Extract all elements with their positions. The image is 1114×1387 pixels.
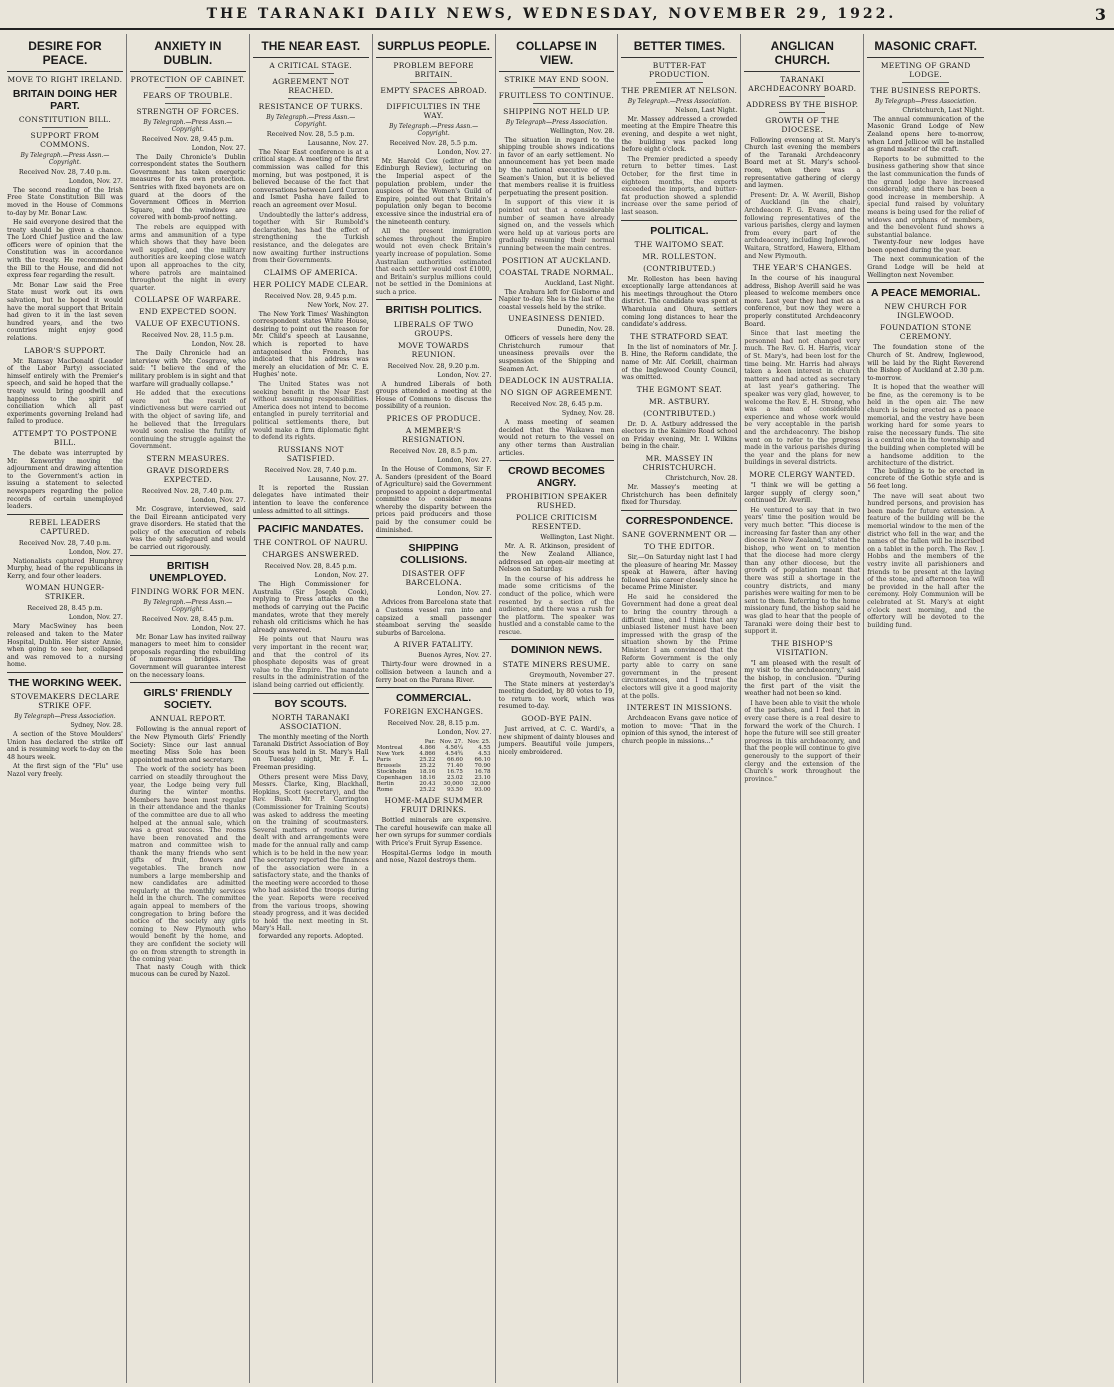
article-paragraph: The Arahura left for Gisborne and Napier to-day. She is the last of the coastal vessels held by the strike. (498, 288, 615, 311)
advert-line: At the first sign of the "Flu" use Nazol very freely. (7, 763, 123, 779)
received-line: Received 28, 8.45 p.m. (27, 604, 103, 613)
page-number: 3 (1094, 4, 1106, 24)
article-paragraph: In the list of nominators of Mr. J. B. Hine, the Reform candidate, the name of Mr. Alf. Corkill, chairman of the Inglewood County Council, was omitted. (621, 343, 738, 382)
dateline: Nelson, Last Night. (675, 106, 738, 114)
subhead: GRAVE DISORDERS EXPECTED. (146, 466, 230, 484)
table-cell: Paris (376, 757, 391, 764)
subhead: PROTECTION OF CABINET. (130, 74, 246, 84)
subhead: LIBERALS OF TWO GROUPS. (393, 319, 474, 338)
subhead: THE PREMIER AT NELSON. (621, 85, 738, 95)
article-paragraph: A mass meeting of seamen decided that the Waikawa men would not return to the vessel on any other terms than Australian articles. (498, 419, 615, 457)
column-2 (127, 34, 250, 1383)
subhead: EMPTY SPACES ABROAD. (380, 85, 487, 95)
headline: ANGLICAN CHURCH. (770, 39, 834, 67)
headline: COLLAPSE IN VIEW. (516, 39, 597, 67)
table-header-cell: Nov. 27. (439, 739, 463, 746)
received-line: Received Nov. 28, 11.5 p.m. (141, 331, 234, 340)
dateline: Dunedin, Nov. 28. (557, 326, 615, 334)
article-paragraph: The Premier predicted a speedy return to better times. Last October, for the first time in eighteen months, the exports exceeded the imports, and butter-fat production showed a splendid increase over the same period of last season. (621, 155, 738, 216)
headline: GIRLS' FRIENDLY SOCIETY. (143, 687, 233, 712)
headline: ANXIETY IN DUBLIN. (154, 39, 222, 67)
subhead: SUPPORT FROM COMMONS. (30, 130, 100, 149)
article-paragraph: The New York Times' Washington correspondent states White House, desiring to point out the reason for Mr. Child's speech at Lausanne, which is reported to have antagonised the French, has indicated that his address was merely an elucidation of Mr. C. E. Hughes' note. (252, 310, 369, 379)
table-cell: 20.43 (419, 781, 436, 788)
subhead: SHIPPING NOT HELD UP. (503, 106, 610, 116)
article-paragraph: Present: Dr. A. W. Averill, Bishop of Auckland (in the chair), Archdeacon F. G. Evans, and the following representatives of the various parishes, clergy and laymen from every part of the archdeaconry, including Inglewood, Waitara, Stratford, Hawera, Eltham and New Plymouth. (744, 191, 861, 260)
dateline: Wellington, Last Night. (540, 534, 615, 542)
received-line: Received Nov. 28, 8.15 p.m. (387, 719, 480, 728)
article-paragraph: The High Commissioner for Australia (Sir Joseph Cook), replying to Press attacks on the methods of carrying out the Pacific mandates, wrote that they merely rehash old criticisms which he has already answered. (252, 581, 369, 634)
received-line: Received Nov. 28, 7.40 p.m. (18, 538, 111, 547)
table-cell: 16.75 (446, 769, 463, 776)
table-header-cell: Par. (424, 739, 436, 746)
table-cell: Copenhagen (376, 775, 413, 782)
dateline: London, Nov. 27. (68, 614, 123, 622)
subhead: MR. MASSEY IN CHRISTCHURCH. (642, 454, 717, 473)
article-paragraph: In the House of Commons, Sir F. A. Sanders (president of the Board of Agriculture) said the Government proposed to appoint a departmental committee to consider means whereby the disparity between the prices paid producers and those paid by the consumer could be diminished. (375, 465, 492, 534)
received-line: Received Nov. 28, 9.20 p.m. (387, 361, 480, 370)
dateline: London, Nov. 27. (437, 456, 492, 464)
table-cell: 30,000 (443, 781, 463, 788)
table-cell: Montreal (376, 745, 403, 752)
column-6 (618, 34, 741, 1383)
subhead: STERN MEASURES. (146, 454, 230, 463)
dateline: Auckland, Last Night. (544, 279, 615, 287)
table-cell: 71.40 (446, 763, 463, 770)
subhead: A RIVER FATALITY. (393, 640, 474, 650)
article-paragraph: It is hoped that the weather will be fine, as the ceremony is to be held in the open air. The new church is being erected as a peace memorial, and the vestry have been working hard for some years to raise the necessary funds. The site is a central one in the township and the building when completed will be a handsome addition to the architecture of the district. (867, 384, 985, 468)
dateline: London, Nov. 27. (68, 548, 123, 556)
dateline: London, Nov. 27. (191, 624, 246, 632)
byline: By Telegraph—Press Association. (505, 118, 608, 126)
byline: By Telegraph.—Press Assn.—Copyright. (389, 122, 479, 137)
subhead: ATTEMPT TO POSTPONE BILL. (12, 428, 118, 447)
subhead: POSITION AT AUCKLAND. (501, 255, 612, 265)
subhead: NEW CHURCH FOR INGLEWOOD. (884, 302, 967, 321)
table-cell: 32,000 (470, 781, 491, 788)
subhead: (CONTRIBUTED.) (643, 263, 716, 273)
article-paragraph: Reports to be submitted to the business gathering show that since the last communication the funds of the grand lodge have increased considerably, and there has been a good increase in membership. A special fund raised by voluntary means is being used for the relief of widows and orphans of members, and the benevolent fund shows a substantial balance. (867, 155, 985, 239)
dateline: Sydney, Nov. 28. (70, 722, 123, 730)
article-paragraph: Mr. Rolleston has been having exceptionally large attendances at his meetings throughout the Otoro district. The candidate was spent at Wharehuia and Ohura, settlers coming long distances to hear the candidate's address. (621, 275, 738, 329)
dateline: London, Nov. 27. (68, 177, 123, 185)
byline: By Telegraph.—Press Assn.—Copyright. (143, 598, 233, 613)
subhead: MEETING OF GRAND LODGE. (880, 60, 971, 79)
headline: POLITICAL. (650, 224, 709, 237)
article-paragraph: The debate was interrupted by Mr. Kenworthy moving the adjournment and drawing attention to the Government's action in issuing a statement to selected newspapers regarding the police records of certain unemployed leaders. (7, 449, 123, 511)
subhead: FOUNDATION STONE CEREMONY. (879, 323, 972, 342)
subhead: COASTAL TRADE NORMAL. (499, 267, 614, 277)
table-cell: New York (376, 751, 405, 758)
article-paragraph: Mary MacSwiney has been released and taken to the Mater Hospital, Dublin. Her sister Annie, when going to see her, collapsed and was removed to a nursing home. (7, 623, 123, 669)
subhead: VALUE OF EXECUTIONS. (135, 319, 241, 329)
newspaper-header: THE TARANAKI DAILY NEWS, WEDNESDAY, NOVEMBER 29, 1922. (206, 6, 897, 22)
subhead: NO SIGN OF AGREEMENT. (500, 388, 613, 398)
table-cell: 4.54¾ (445, 751, 463, 758)
received-line: Received Nov. 28, 5.5 p.m. (266, 129, 355, 138)
table-cell: 23.02 (446, 775, 463, 782)
newspaper-columns (4, 34, 1110, 1383)
article-paragraph: Mr. Massey addressed a crowded meeting at the Empire Theatre this evening, and despite a wet night, the building was packed long before eight o'clock. (621, 115, 738, 154)
column-5 (496, 34, 619, 1383)
table-cell: Stockholm (376, 769, 407, 776)
subhead: POLICE CRITICISM RESENTED. (515, 513, 598, 532)
headline: CROWD BECOMES ANGRY. (508, 465, 605, 490)
table-cell: 93.00 (474, 787, 491, 794)
advert-line: That nasty Cough with thick mucous can be cured by Nazol. (129, 963, 246, 979)
table-cell: Brussels (376, 763, 401, 770)
subhead: END EXPECTED SOON. (138, 307, 237, 317)
table-cell: 16.78 (474, 769, 491, 776)
dateline: Wellington, Nov. 28. (550, 127, 615, 135)
table-cell: 25.22 (419, 763, 436, 770)
article-paragraph: The foundation stone of the Church of St. Andrew, Inglewood, will be laid by the Right Reverend the Bishop of Auckland at 2.30 p.m. to-morrow. (867, 344, 985, 382)
subhead: THE BISHOP'S VISITATION. (771, 638, 834, 657)
byline: By Telegraph.—Press Assn.—Copyright. (143, 118, 233, 133)
table-cell: 4.866 (419, 751, 436, 758)
article-paragraph: Bottled minerals are expensive. The careful housewife can make all her own syrups for summer cordials with Price's Fruit Syrup Essence. (375, 817, 492, 847)
table-row (376, 787, 492, 793)
article-paragraph: In the course of his address he made some criticisms of the conduct of the police, which were resented by a section of the audience, and there was a rush for the platform. The speaker was hustled and a constable came to the rescue. (498, 575, 615, 636)
headline: BRITISH UNEMPLOYED. (149, 559, 227, 584)
headline: COMMERCIAL. (395, 692, 472, 705)
dateline: London, Nov. 27. (437, 148, 492, 156)
subhead: MORE CLERGY WANTED. (749, 469, 856, 479)
subhead: GROWTH OF THE DIOCESE. (765, 115, 840, 134)
headline: THE WORKING WEEK. (8, 677, 122, 690)
table-cell: 66.10 (474, 757, 491, 764)
dateline: London, Nov. 27. (191, 497, 246, 504)
subhead: MR. ASTBURY. (648, 396, 710, 406)
subhead: CONSTITUTION BILL. (18, 114, 112, 124)
masthead (0, 0, 1114, 30)
article-paragraph: He ventured to say that in two years' time the position would be very much better. "This diocese is increasing far faster than any other diocese in New Zealand," stated the bishop, who went on to mention that the diocese had more clergy than any other diocese, but the growth of population meant that there was still a shortage in the country districts, and many parishes were waiting for men to be sent to them. Referring to the home missionary fund, the bishop said he was glad to hear that the people of Taranaki were doing their best to support it. (744, 506, 861, 636)
article-paragraph: Advices from Barcelona state that a Customs vessel ran into and capsized a small passenger steamboat serving the seaside suburbs of Barcelona. (375, 599, 492, 637)
received-line: Received Nov. 28, 7.40 p.m. (18, 167, 111, 176)
subhead: BUTTER-FAT PRODUCTION. (649, 60, 710, 79)
subhead: PRICES OF PRODUCE. (386, 413, 481, 423)
article-paragraph: Mr. Ramsay MacDonald (Leader of the Labor Party) associated himself entirely with the Premier's speech, and said he hoped that the treaty would bring goodwill and happiness to the spirit of conciliation which all past experiments governing Ireland had failed to produce. (7, 357, 123, 426)
headline: BRITAIN DOING HER PART. (12, 87, 118, 112)
table-cell: 25.22 (419, 787, 436, 794)
article-paragraph: The situation in regard to the shipping trouble shows indications in favor of an early settlement. No announcement has yet been made by the national executive of the Seamen's Union, but it is believed that members realise it is fruitless perpetuating the present position. (498, 136, 615, 197)
subhead: LABOR'S SUPPORT. (24, 345, 106, 355)
article-paragraph: A hundred Liberals of both groups attended a meeting at the House of Commons to discuss the possibility of a reunion. (375, 380, 492, 411)
subhead: HER POLICY MADE CLEAR. (252, 279, 369, 289)
column-7 (741, 34, 864, 1383)
article-paragraph: He added that the executions were not the result of vindictiveness but were carried out with the object of saving life, and he believed that the Irregulars would soon realise the futility of continuing the struggle against the Government. (129, 390, 246, 451)
article-paragraph: Following is the annual report of the New Plymouth Girls' Friendly Society: Since our last annual meeting Miss Sole has been appointed matron and secretary. (129, 726, 246, 764)
subhead: CHARGES ANSWERED. (262, 550, 360, 560)
article-paragraph: The work of the society has been carried on steadily throughout the year, the Lodge being very full during the winter months. Members have been most regular in their attendance and the thanks of the committee are due to all who helped at the annual sale, which was a great success. The rooms have been renovated and the matron and committee wish to thank the many friends who sent gifts of fruit, flowers and vegetables. The branch now numbers a large membership and new candidates are admitted regularly at the monthly services held in the church. The committee again appeal to members of the congregation to bring before the notice of the society any girls coming to New Plymouth who would benefit by the home, and they are confident the society will go on from strength to strength in the coming year. (129, 766, 246, 964)
article-paragraph: Mr. Cosgrave, interviewed, said the Dail Eireann anticipated very grave disorders. He stated that the policy of the execution of rebels was the only safeguard and would be carried out rigorously. (129, 506, 246, 551)
dateline: London, Nov. 27. (191, 144, 246, 152)
table-cell: 66.60 (446, 757, 463, 764)
received-line: Received Nov. 28, 8.45 p.m. (141, 614, 234, 623)
dateline: Lausanne, Nov. 27. (307, 475, 369, 483)
headline: BOY SCOUTS. (274, 697, 347, 710)
subhead: RUSSIANS NOT SATISFIED. (277, 444, 344, 463)
received-line: Received Nov. 28, 8.45 p.m. (264, 562, 357, 571)
subhead: PROHIBITION SPEAKER RUSHED. (505, 492, 608, 511)
dateline: Christchurch, Nov. 28. (665, 475, 738, 483)
article-paragraph: He said he considered the Government had done a great deal to bring the country through a difficult time, and I think that any unbiased listener must have been impressed with the grasp of the situation shown by the Prime Minister. I am convinced that the Reform Government is the only party able to carry on sane government in the present circumstances, and I trust the electors will give it a good majority at the polls. (621, 593, 738, 700)
table-cell: 4.53 (478, 751, 491, 758)
headline: SHIPPING COLLISIONS. (400, 542, 468, 567)
received-line: Received Nov. 28, 5.5 p.m. (389, 138, 478, 147)
article-paragraph: Mr. Bonar Law said the Free State must work out its own salvation, but he hoped it would have the moral support that Britain had given to it in the last seven hundred years, and the two countries might enjoy good relations. (7, 281, 123, 342)
table-header-cell: Nov. 25. (467, 739, 491, 746)
subhead: FOREIGN EXCHANGES. (383, 707, 484, 717)
subhead: THE EGMONT SEAT. (636, 384, 723, 394)
subhead: THE CONTROL OF NAURU. (253, 538, 368, 548)
article-paragraph: forwarded any reports. Adopted. (258, 933, 364, 941)
byline: By Telegraph.—Press Assn.—Copyright. (20, 151, 110, 166)
subhead: PROBLEM BEFORE BRITAIN. (393, 60, 474, 79)
article-paragraph: The second reading of the Irish Free State Constitution Bill was moved in the House of Commons to-day by Mr. Bonar Law. (7, 186, 123, 217)
subhead: TO THE EDITOR. (644, 541, 715, 551)
article-paragraph: The United States was not seeking benefit in the Near East without assuming responsibilities. America does not intend to become entangled in purely territorial and political settlements there, but would make a firm diplomatic fight to defend its rights. (252, 381, 369, 442)
subhead: NORTH TARANAKI ASSOCIATION. (271, 712, 350, 731)
article-paragraph: Mr. A. R. Atkinson, president of the New Zealand Alliance, addressed an open-air meeting at Nelson on Saturday. (498, 543, 615, 574)
article-paragraph: "I am pleased with the result of my visit to the archdeaconry," said the bishop, in conclusion. "During the first part of the visit the weather had not been so kind. (744, 659, 861, 698)
article-paragraph: The next communication of the Grand Lodge will be held at Wellington next November. (867, 256, 985, 279)
exchange-table (376, 739, 492, 793)
advert-line: Just arrived, at C. C. Wardi's, a new shipment of dainty blouses and jumpers. Beautiful voile jumpers, nicely embroidered. (498, 725, 615, 756)
received-line: Received Nov. 28, 9.45 p.m. (141, 134, 234, 143)
subhead: HOME-MADE SUMMER FRUIT DRINKS. (384, 796, 483, 815)
subhead: DIFFICULTIES IN THE WAY. (386, 101, 481, 120)
subhead: ADDRESS BY THE BISHOP. (746, 99, 859, 109)
dateline: London, Nov. 27. (437, 729, 492, 737)
article-paragraph: Undoubtedly the latter's address, together with Sir Rumbold's declaration, has had the effect of strengthening the Turkish resistance, and the delegates are now awaiting further instructions from their Governments. (252, 211, 369, 265)
subhead: GOOD-BYE PAIN. (521, 713, 592, 723)
dateline: Christchurch, Last Night. (902, 106, 985, 114)
article-paragraph: "I think we will be getting a larger supply of clergy soon," continued Dr. Averill. (744, 481, 861, 505)
article-paragraph: Dr. D. A. Astbury addressed the electors in the Kaimiro Road school on Friday evening, Mr. I. Wilkins being in the chair. (621, 420, 738, 451)
headline: BETTER TIMES. (633, 39, 726, 53)
article-paragraph: In support of this view it is pointed out that a considerable number of seamen have already signed on, and the vessels which were held up at various ports are gradually resuming their normal running between the main centres. (498, 199, 615, 252)
headline: CORRESPONDENCE. (625, 514, 734, 527)
table-cell: 4.56¼ (445, 745, 463, 752)
column-1 (4, 34, 127, 1383)
article-paragraph: A section of the Stove Moulders' Union has declared the strike off and is resuming work to-day on the 48 hours week. (7, 731, 123, 761)
subhead: STRIKE MAY END SOON. (504, 74, 609, 84)
article-paragraph: The building is to be erected in concrete of the Gothic style and is 56 feet long. (867, 467, 985, 491)
article-paragraph: Sir,—On Saturday night last I had the pleasure of hearing Mr. Massey speak at Hawera, after having followed his career closely since he became Prime Minister. (621, 553, 738, 592)
table-cell: Rome (376, 787, 393, 794)
subhead: A CRITICAL STAGE. (269, 60, 353, 70)
article-paragraph: Twenty-four new lodges have been opened during the year. (867, 239, 985, 254)
advert-line: Hospital-Germs lodge in mouth and nose, Nazol destroys them. (375, 849, 492, 865)
byline: By Telegraph—Press Association. (874, 97, 977, 105)
subhead: TARANAKI ARCHDEACONRY BOARD. (748, 74, 857, 93)
subhead: UNEASINESS DENIED. (508, 314, 605, 324)
dateline: London, Nov. 27. (437, 371, 492, 379)
subhead: THE YEAR'S CHANGES. (752, 263, 852, 273)
table-cell: 18.16 (419, 769, 436, 776)
article-paragraph: I have been able to visit the whole of the parishes, and I feel that in every case there is a real desire to forward the work of the Church. I hope the future will see still greater progress in this archdeaconry, and that the people will continue to give generously to the support of their clergy and the extension of the Church's work throughout the province." (744, 699, 861, 783)
article-paragraph: Others present were Miss Davy, Messrs. Clarke, King, Blackhall, Hopkins, Scott (secretary), and the Rev. Bush. Mr. P. Carrington (Commissioner for Training Scouts) was asked to address the meeting on the training of scoutmasters. Several matters of routine were dealt with and arrangements were made for the annual rally and camp which is to be held in the new year. The secretary reported the finances of the association were in a satisfactory state, and the thanks of the meeting were accorded to those who had assisted the troops during the year. Reports were received from the various troops, showing steady progress, and it was decided to hold the next meeting in St. Mary's Hall. (252, 773, 369, 933)
article-paragraph: Mr. Bonar Law has invited railway managers to meet him to consider proposals regarding the rebuilding of numerous bridges. The Government will guarantee interest on the necessary loans. (129, 633, 246, 679)
article-paragraph: Since that last meeting the personnel had not changed very much. The Rev. G. H. Harris, vicar of St. Mary's, had been lost for the time being. Mr. Harris had always taken a keen interest in church matters and had acted as secretary at last year's gathering. The speaker was very glad, however, to welcome the Rev. E. H. Strong, who was a man of considerable experience and whose work would be very acceptable in the parish and the archdeaconry. The bishop went on to refer to the progress made in the various parishes during the year and the plans for new buildings in several districts. (744, 330, 861, 467)
dateline: Greymouth, November 27. (529, 671, 615, 679)
article-paragraph: The annual communication of the Masonic Grand Lodge of New Zealand opens here to-morrow, when Lord Jellicoe will be installed as grand master of the craft. (867, 115, 985, 154)
subhead: STRENGTH OF FORCES. (136, 106, 240, 116)
table-body (376, 745, 492, 793)
article-paragraph: The State miners at yesterday's meeting decided, by 80 votes to 19, to return to work, which was resumed to-day. (498, 680, 615, 711)
subhead: AGREEMENT NOT REACHED. (272, 76, 350, 95)
subhead: MOVE TO RIGHT IRELAND. (7, 74, 123, 84)
byline: By Telegraph.—Press Association. (627, 97, 732, 105)
table-cell: 25.22 (419, 757, 436, 764)
subhead: (CONTRIBUTED.) (643, 408, 716, 418)
subhead: THE WAITOMO SEAT. (634, 239, 725, 249)
received-line: Received Nov. 28, 9.45 p.m. (264, 291, 357, 300)
article-paragraph: Nationalists captured Humphrey Murphy, head of the republicans in Kerry, and four other leaders. (7, 557, 123, 580)
article-paragraph: The Daily Chronicle's Dublin correspondent states the Southern Government has taken energetic measures for its own protection. Sentries with fixed bayonets are on guard at the doors of the Government Offices in Merrion Square, and the windows are covered with bomb-proof netting. (129, 153, 246, 222)
article-paragraph: Mr. Harold Cox (editor of the Edinburgh Review), lecturing on the Imperial aspect of the population problem, under the auspices of the Women's Guild of Empire, pointed out that Britain's population only began to become excessive since the industrial era of the nineteenth century. (375, 157, 492, 226)
article-paragraph: The monthly meeting of the North Taranaki District Association of Boy Scouts was held in St. Mary's Hall on Tuesday night, Mr. F. L. Freeman presiding. (252, 733, 369, 771)
subhead: MR. ROLLESTON. (642, 251, 717, 261)
subhead: CLAIMS OF AMERICA. (263, 267, 358, 277)
subhead: REBEL LEADERS CAPTURED. (29, 517, 101, 536)
byline: By Telegraph.—Press Assn.—Copyright. (266, 113, 356, 128)
table-cell: 93.50 (446, 787, 463, 794)
article-paragraph: It is reported the Russian delegates have intimated their intention to leave the conference unless admitted to all sittings. (252, 484, 369, 515)
dateline: London, Nov. 27. (314, 572, 369, 580)
column-3 (250, 34, 373, 1383)
received-line: Received Nov. 28, 7.40 p.m. (141, 487, 234, 495)
subhead: SANE GOVERNMENT OR — (621, 529, 737, 539)
article-paragraph: The nave will seat about two hundred persons, and provision has been made for future extension. A feature of the building will be the memorial window to the men of the district who fell in the war, and the names of the fallen will be inscribed on a tablet in the porch. The Rev. J. Hobbs and the members of the vestry invite all parishioners and friends to be present at the laying of the stone, and afternoon tea will be provided in the hall after the ceremony. Holy Communion will be celebrated at St. Mary's at eight o'clock next morning, and the offertory will be devoted to the building fund. (867, 492, 985, 629)
subhead: MOVE TOWARDS REUNION. (397, 340, 470, 359)
article-paragraph: Archdeacon Evans gave notice of motion to move: "That in the opinion of this synod, the interest of church people in missions..." (621, 715, 738, 745)
article-paragraph: He points out that Nauru was very important in the recent war, and that the control of its phosphate deposits was of great value to the Empire. The mandate results in the administration of the island being carried out efficiently. (252, 636, 369, 689)
subhead: INTEREST IN MISSIONS. (626, 703, 733, 713)
subhead: FINDING WORK FOR MEN. (131, 586, 245, 596)
received-line: Received Nov. 28, 7.40 p.m. (264, 465, 357, 474)
article-paragraph: In the course of his inaugural address, Bishop Averill said he was pleased to welcome members once more. Last year they had met as a conference, but now they were a properly constituted Archdeaconry Board. (744, 275, 861, 328)
headline: A PEACE MEMORIAL. (871, 287, 981, 300)
column-4 (373, 34, 496, 1383)
dateline: London, Nov. 27. (437, 590, 492, 598)
headline: DESIRE FOR PEACE. (28, 39, 102, 67)
dateline: Buenos Ayres, Nov. 27. (418, 652, 492, 660)
table-cell: 4.866 (419, 745, 436, 752)
table-cell: 23.10 (474, 775, 491, 782)
subhead: FRUITLESS TO CONTINUE. (498, 90, 615, 100)
headline: SURPLUS PEOPLE. (377, 39, 490, 53)
headline: THE NEAR EAST. (261, 39, 361, 53)
dateline: Sydney, Nov. 28. (561, 410, 615, 418)
dateline: London, Nov. 28. (191, 341, 246, 349)
article-paragraph: Officers of vessels here deny the Christchurch rumour that uneasiness prevails over the suspension of the Shipping and Seamen Act. (498, 335, 615, 373)
headline: PACIFIC MANDATES. (257, 523, 364, 536)
subhead: STATE MINERS RESUME. (502, 659, 611, 669)
subhead: DISASTER OFF BARCELONA. (401, 569, 466, 588)
table-cell: 4.55 (478, 745, 491, 752)
column-8 (864, 34, 987, 1383)
subhead: THE BUSINESS REPORTS. (870, 85, 981, 95)
subhead: FEARS OF TROUBLE. (143, 90, 233, 100)
dateline: Lausanne, Nov. 27. (307, 139, 369, 147)
article-paragraph: The Daily Chronicle had an interview with Mr. Cosgrave, who said: "I believe the end of the military problem is in sight and that warfare will gradually collapse." (129, 350, 246, 388)
subhead: STOVEMAKERS DECLARE STRIKE OFF. (10, 692, 120, 711)
headline: DOMINION NEWS. (511, 644, 602, 657)
subhead: THE STRATFORD SEAT. (630, 331, 729, 341)
received-line: Received Nov. 28, 8.5 p.m. (389, 446, 478, 455)
subhead: ANNUAL REPORT. (149, 714, 226, 724)
headline: BRITISH POLITICS. (385, 304, 482, 317)
dateline: New York, Nov. 27. (307, 301, 369, 309)
article-paragraph: The Near East conference is at a critical stage. A meeting of the first commission was called for this morning, but was postponed, it is believed because of the fact that conversations between Lord Curzon and Ismet Pasha have failed to reach an agreement over Mosul. (252, 148, 369, 209)
article-paragraph: Mr. Massey's meeting at Christchurch has been definitely fixed for Thursday. (621, 484, 738, 507)
article-paragraph: All the present immigration schemes throughout the Empire would not even check Britain's yearly increase of population. Some Australian authorities estimated that each settler would cost £1000, and Britain's surplus millions could not be settled in the Dominions at such a price. (375, 228, 492, 296)
received-line: Received Nov. 28, 6.45 p.m. (510, 400, 603, 409)
subhead: RESISTANCE OF TURKS. (258, 101, 363, 111)
article-paragraph: The rebels are equipped with arms and ammunition of a type which shows that they have been well supplied, and the military authorities are keeping close watch upon all approaches to the city, where patrols are maintained throughout the night in every quarter. (129, 223, 246, 292)
article-paragraph: He said everyone desired that the treaty should be given a chance. The Lord Chief Justice and the law officers were of opinion that the Constitution was in accordance with the treaty. He recommended the Bill to the House, and did not express fear regarding the result. (7, 219, 123, 280)
table-cell: 70.90 (474, 763, 491, 770)
subhead: WOMAN HUNGER-STRIKER. (25, 583, 105, 602)
subhead: A MEMBER'S RESIGNATION. (402, 425, 466, 444)
subhead: DEADLOCK IN AUSTRALIA. (499, 376, 614, 386)
article-paragraph: Thirty-four were drowned in a collision between a launch and a ferry boat on the Parana River. (375, 661, 492, 684)
byline: By Telegraph—Press Association. (14, 713, 116, 721)
headline: MASONIC CRAFT. (874, 39, 978, 53)
article-paragraph: Following evensong at St. Mary's Church last evening the members of the Taranaki Archdeaconry Board met at St. Mary's school-room, when there was a representative gathering of clergy and laymen. (744, 136, 861, 190)
subhead: COLLAPSE OF WARFARE. (134, 295, 242, 305)
table-cell: Berlin (376, 781, 394, 788)
table-cell: 18.16 (419, 775, 436, 782)
